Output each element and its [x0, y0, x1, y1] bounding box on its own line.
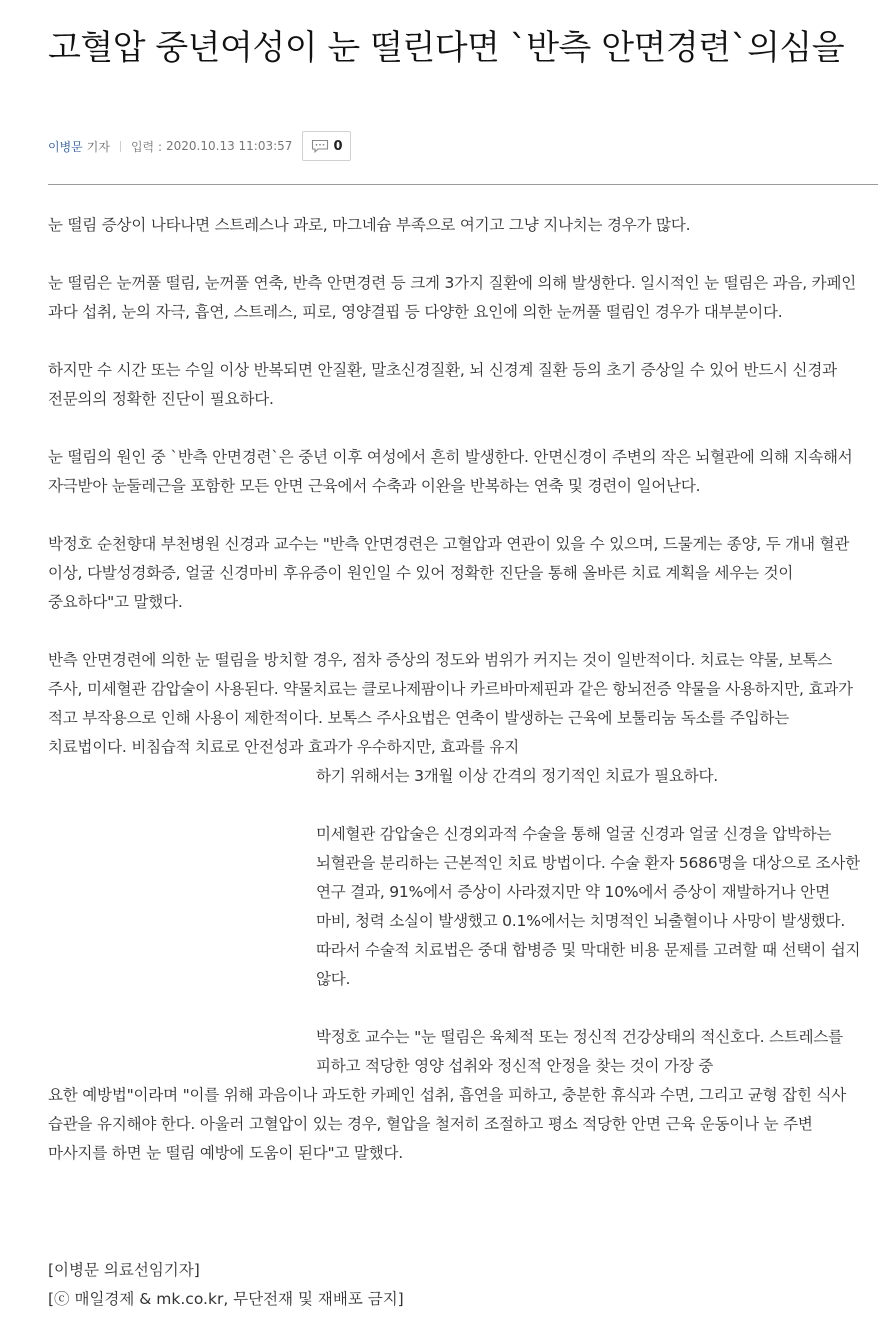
publish-date: 2020.10.13 11:03:57	[166, 139, 293, 153]
article-paragraph: 하기 위해서는 3개월 이상 간격의 정기적인 치료가 필요하다.	[316, 767, 719, 785]
copyright-notice: [ⓒ 매일경제 & mk.co.kr, 무단전재 및 재배포 금지]	[48, 1290, 404, 1308]
reporter-role: 기자	[86, 139, 110, 154]
article-paragraph: 하지만 수 시간 또는 수일 이상 반복되면 안질환, 말초신경질환, 뇌 신경계 질환 등의 초기 증상일 수 있어 반드시 신경과 전문의의 정확한 진단이 필요하다.	[48, 361, 837, 408]
article-paragraph: 눈 떨림 증상이 나타나면 스트레스나 과로, 마그네슘 부족으로 여기고 그냥 지나치는 경우가 많다.	[48, 216, 691, 234]
meta-divider	[120, 141, 121, 152]
article-title: 고혈압 중년여성이 눈 떨린다면 `반측 안면경련`의심을	[48, 28, 845, 68]
article-body	[48, 211, 868, 1197]
article-meta	[48, 131, 351, 161]
date-label: 입력 :	[130, 139, 163, 154]
article-paragraph: 요한 예방법"이라며 "이를 위해 과음이나 과도한 카페인 섭취, 흡연을 피하고, 충분한 휴식과 수면, 그리고 균형 잡힌 식사 습관을 유지해야 한다. 아울러 고혈압이 있는 경우, 혈압을 철저히 조절하고 평소 적당한 안면 근육 운동이나 눈 주변 마사지를 하면 눈 떨림 예방에 도움이 된다"고 말했다.	[48, 1086, 847, 1162]
byline: [이병문 의료선임기자]	[48, 1261, 200, 1279]
header-divider	[48, 184, 878, 185]
comment-count: 0	[333, 138, 343, 154]
comment-button[interactable]	[302, 131, 351, 161]
article-paragraph: 박정호 순천향대 부천병원 신경과 교수는 "반측 안면경련은 고혈압과 연관이 있을 수 있으며, 드물게는 종양, 두 개내 혈관 이상, 다발성경화증, 얼굴 신경마비 후유증이 원인일 수 있어 정확한 진단을 통해 올바른 치료 계획을 세우는 것이 중요하다"고 말했다.	[48, 535, 850, 611]
reporter-name[interactable]: 이병문	[48, 139, 83, 154]
article-credit	[48, 1256, 404, 1314]
article-paragraph: 눈 떨림의 원인 중 `반측 안면경련`은 중년 이후 여성에서 흔히 발생한다. 안면신경이 주변의 작은 뇌혈관에 의해 지속해서 자극받아 눈둘레근을 포함한 모든 안면 근육에서 수축과 이완을 반복하는 연축 및 경련이 일어난다.	[48, 448, 853, 495]
article-paragraph: 박정호 교수는 "눈 떨림은 육체적 또는 정신적 건강상태의 적신호다. 스트레스를 피하고 적당한 영양 섭취와 정신적 안정을 찾는 것이 가장 중	[316, 1028, 843, 1075]
article-paragraph: 미세혈관 감압술은 신경외과적 수술을 통해 얼굴 신경과 얼굴 신경을 압박하는 뇌혈관을 분리하는 근본적인 치료 방법이다. 수술 환자 5686명을 대상으로 조사한 연구 결과, 91%에서 증상이 사라졌지만 약 10%에서 증상이 재발하거나 안면 마비, 청력 소실이 발생했고 0.1%에서는 치명적인 뇌출혈이나 사망이 발생했다. 따라서 수술적 치료법은 중대 합병증 및 막대한 비용 문제를 고려할 때 선택이 쉽지 않다.	[316, 825, 861, 988]
indented-text-block	[316, 762, 868, 1081]
speech-bubble-icon	[311, 139, 329, 153]
article-paragraph: 눈 떨림은 눈꺼풀 떨림, 눈꺼풀 연축, 반측 안면경련 등 크게 3가지 질환에 의해 발생한다. 일시적인 눈 떨림은 과음, 카페인 과다 섭취, 눈의 자극, 흡연, 스트레스, 피로, 영양결핍 등 다양한 요인에 의한 눈꺼풀 떨림인 경우가 대부분이다.	[48, 274, 856, 321]
article-paragraph: 반측 안면경련에 의한 눈 떨림을 방치할 경우, 점차 증상의 정도와 범위가 커지는 것이 일반적이다. 치료는 약물, 보톡스 주사, 미세혈관 감압술이 사용된다. 약물치료는 클로나제팜이나 카르바마제핀과 같은 항뇌전증 약물을 사용하지만, 효과가 적고 부작용으로 인해 사용이 제한적이다. 보톡스 주사요법은 연축이 발생하는 근육에 보툴리눔 독소를 주입하는 치료법이다. 비침습적 치료로 안전성과 효과가 우수하지만, 효과를 유지	[48, 651, 853, 756]
